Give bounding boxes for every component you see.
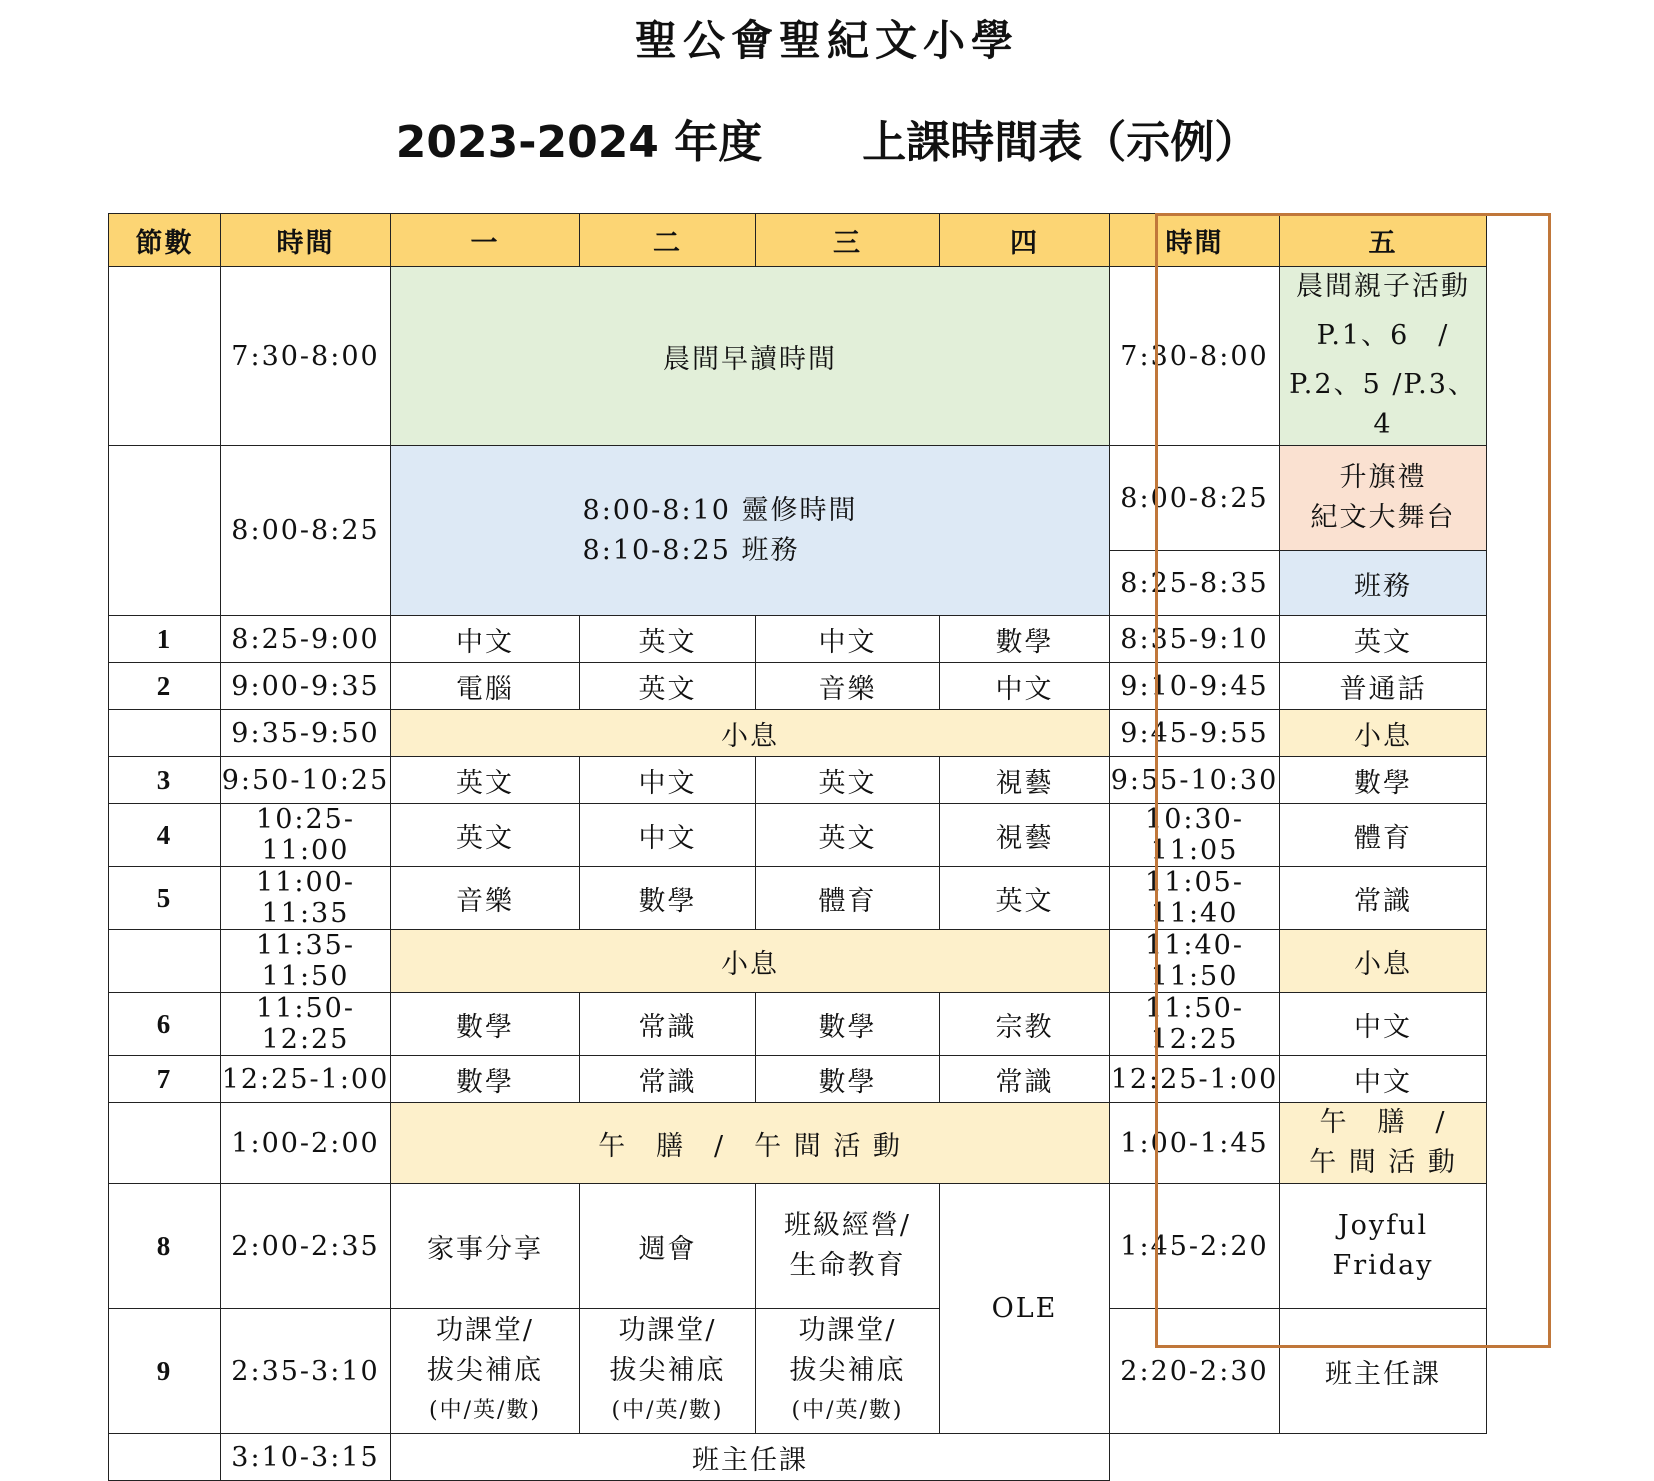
time-cell: 11:00-11:35 (221, 867, 391, 930)
time-cell: 9:50-10:25 (221, 757, 391, 804)
table-row (109, 757, 1487, 804)
class-teacher-cell: 班主任課 (391, 1434, 1110, 1481)
friday-time-cell: 9:55-10:30 (1110, 757, 1280, 804)
subject-cell: 常識 (580, 1056, 756, 1103)
subject-line: (中/英/數) (611, 1398, 724, 1423)
morning-reading-cell: 晨間早讀時間 (391, 267, 1110, 446)
school-name: 聖公會聖紀文小學 (634, 16, 1019, 65)
subject-line: 生命教育 (789, 1250, 906, 1281)
subject-cell: 音樂 (756, 663, 940, 710)
subject-cell: 中文 (940, 663, 1110, 710)
subject-cell: 英文 (391, 757, 580, 804)
friday-class-affairs-cell: 班務 (1280, 551, 1487, 616)
friday-time-cell: 7:30-8:00 (1110, 267, 1280, 446)
table-row-recess (109, 710, 1487, 757)
friday-time-cell: 11:40-11:50 (1110, 930, 1280, 993)
friday-time-cell: 8:35-9:10 (1110, 616, 1280, 663)
friday-assembly-line: 紀文大舞台 (1310, 502, 1456, 533)
friday-subject-cell (1280, 1184, 1487, 1309)
subject-cell: 視藝 (940, 757, 1110, 804)
table-row (109, 1309, 1487, 1434)
subject-cell: 中文 (756, 616, 940, 663)
friday-subject-cell: 數學 (1280, 757, 1487, 804)
time-cell: 11:50-12:25 (221, 993, 391, 1056)
assembly-line: 8:00-8:10 靈修時間 (582, 494, 858, 526)
subject-cell: 數學 (391, 993, 580, 1056)
subject-cell: 數學 (391, 1056, 580, 1103)
subject-line: 功課堂/ (435, 1315, 535, 1346)
subject-cell: 音樂 (391, 867, 580, 930)
friday-subject-cell: 中文 (1280, 1056, 1487, 1103)
friday-subject-line: Joyful (1337, 1210, 1429, 1241)
friday-subject-cell: 英文 (1280, 616, 1487, 663)
subject-cell: 中文 (391, 616, 580, 663)
time-cell: 8:25-9:00 (221, 616, 391, 663)
friday-subject-cell: 體育 (1280, 804, 1487, 867)
ole-cell: OLE (940, 1184, 1110, 1434)
time-cell: 2:35-3:10 (221, 1309, 391, 1434)
subject-cell: 體育 (756, 867, 940, 930)
recess-cell: 小息 (391, 930, 1110, 993)
subject-line: 拔尖補底 (609, 1355, 726, 1386)
period-number: 5 (109, 867, 221, 930)
period-cell (109, 710, 221, 757)
friday-recess-cell: 小息 (1280, 930, 1487, 993)
friday-time-cell: 11:50-12:25 (1110, 993, 1280, 1056)
header-monday: 一 (391, 214, 580, 267)
subject-cell: 英文 (756, 804, 940, 867)
subject-cell (756, 1184, 940, 1309)
table-row (109, 867, 1487, 930)
subject-cell: 常識 (940, 1056, 1110, 1103)
lunch-cell: 午 膳 / 午 間 活 動 (391, 1103, 1110, 1184)
friday-time-cell: 9:45-9:55 (1110, 710, 1280, 757)
table-row-recess (109, 930, 1487, 993)
timetable (108, 213, 1487, 1481)
table-row (109, 993, 1487, 1056)
header-thursday: 四 (940, 214, 1110, 267)
time-cell: 9:35-9:50 (221, 710, 391, 757)
friday-morning-line: P.2、5 /P.3、4 (1289, 369, 1477, 440)
table-row-last (109, 1434, 1487, 1481)
period-number: 8 (109, 1184, 221, 1309)
friday-time-cell: 1:45-2:20 (1110, 1184, 1280, 1309)
subject-cell: 中文 (580, 804, 756, 867)
header-wednesday: 三 (756, 214, 940, 267)
friday-time-cell: 8:00-8:25 (1110, 446, 1280, 551)
friday-time-cell: 12:25-1:00 (1110, 1056, 1280, 1103)
period-number: 9 (109, 1309, 221, 1434)
subject-cell (756, 1309, 940, 1434)
friday-subject-cell: 普通話 (1280, 663, 1487, 710)
table-row (109, 663, 1487, 710)
friday-morning-cell (1280, 267, 1487, 446)
friday-time-cell: 2:20-2:30 (1110, 1309, 1280, 1434)
period-number: 6 (109, 993, 221, 1056)
header-friday: 五 (1280, 214, 1487, 267)
header-row (109, 214, 1487, 267)
friday-lunch-line: 午 膳 / (1319, 1107, 1447, 1138)
subject-cell: 數學 (580, 867, 756, 930)
table-row (109, 804, 1487, 867)
time-cell: 10:25-11:00 (221, 804, 391, 867)
subject-cell: 數學 (756, 1056, 940, 1103)
friday-time-cell: 1:00-1:45 (1110, 1103, 1280, 1184)
friday-time-cell: 11:05-11:40 (1110, 867, 1280, 930)
subject-line: (中/英/數) (429, 1398, 541, 1423)
subject-cell (391, 1309, 580, 1434)
subject-line: 班級經營/ (783, 1210, 912, 1241)
period-cell (109, 930, 221, 993)
friday-subject-cell: 常識 (1280, 867, 1487, 930)
subject-cell: 家事分享 (391, 1184, 580, 1309)
friday-morning-line: P.1、6 / (1316, 320, 1450, 351)
academic-year: 2023-2024 年度 (395, 117, 763, 168)
friday-subject-cell: 中文 (1280, 993, 1487, 1056)
subject-cell: 電腦 (391, 663, 580, 710)
subject-cell (580, 1309, 756, 1434)
subject-cell: 英文 (580, 663, 756, 710)
time-cell: 7:30-8:00 (221, 267, 391, 446)
table-row (109, 1056, 1487, 1103)
subject-cell: 英文 (391, 804, 580, 867)
period-number: 1 (109, 616, 221, 663)
friday-lunch-cell (1280, 1103, 1487, 1184)
time-cell: 12:25-1:00 (221, 1056, 391, 1103)
subject-line: 拔尖補底 (789, 1355, 906, 1386)
friday-time-cell: 10:30-11:05 (1110, 804, 1280, 867)
period-number: 2 (109, 663, 221, 710)
subject-cell: 中文 (580, 757, 756, 804)
assembly-line: 8:10-8:25 班務 (582, 534, 800, 566)
time-cell: 3:10-3:15 (221, 1434, 391, 1481)
table-row-lunch (109, 1103, 1487, 1184)
subject-cell: 數學 (756, 993, 940, 1056)
subject-cell: 週會 (580, 1184, 756, 1309)
period-cell (109, 446, 221, 616)
recess-cell: 小息 (391, 710, 1110, 757)
subject-cell: 宗教 (940, 993, 1110, 1056)
friday-time-cell: 8:25-8:35 (1110, 551, 1280, 616)
assembly-cell (391, 446, 1110, 616)
friday-subject-cell: 班主任課 (1280, 1309, 1487, 1434)
friday-assembly-cell (1280, 446, 1487, 551)
friday-lunch-line: 午 間 活 動 (1309, 1147, 1457, 1178)
subject-cell: 視藝 (940, 804, 1110, 867)
time-cell: 2:00-2:35 (221, 1184, 391, 1309)
header-tuesday: 二 (580, 214, 756, 267)
friday-morning-line: 晨間親子活動 (1296, 271, 1470, 302)
timetable-title (0, 106, 1654, 170)
time-cell: 11:35-11:50 (221, 930, 391, 993)
period-cell (109, 1103, 221, 1184)
subject-line: (中/英/數) (791, 1398, 904, 1423)
subject-line: 功課堂/ (618, 1315, 717, 1346)
friday-time-cell: 9:10-9:45 (1110, 663, 1280, 710)
period-number: 4 (109, 804, 221, 867)
header-period: 節數 (109, 214, 221, 267)
subject-line: 功課堂/ (798, 1315, 897, 1346)
period-number: 3 (109, 757, 221, 804)
time-cell: 9:00-9:35 (221, 663, 391, 710)
friday-subject-line: Friday (1332, 1250, 1434, 1281)
period-cell (109, 267, 221, 446)
friday-recess-cell: 小息 (1280, 710, 1487, 757)
header-time: 時間 (221, 214, 391, 267)
subject-cell: 數學 (940, 616, 1110, 663)
table-row (109, 616, 1487, 663)
subject-cell: 英文 (580, 616, 756, 663)
table-row-morning (109, 267, 1487, 446)
time-cell: 8:00-8:25 (221, 446, 391, 616)
subject-cell: 英文 (940, 867, 1110, 930)
table-row (109, 1184, 1487, 1309)
period-cell (109, 1434, 221, 1481)
header-friday-time: 時間 (1110, 214, 1280, 267)
friday-assembly-line: 升旗禮 (1339, 462, 1427, 493)
empty-cell (1110, 1434, 1487, 1481)
timetable-subtitle: 上課時間表（示例） (862, 117, 1259, 168)
period-number: 7 (109, 1056, 221, 1103)
time-cell: 1:00-2:00 (221, 1103, 391, 1184)
subject-line: 拔尖補底 (427, 1355, 543, 1386)
subject-cell: 英文 (756, 757, 940, 804)
subject-cell: 常識 (580, 993, 756, 1056)
table-row-assembly (109, 446, 1487, 551)
